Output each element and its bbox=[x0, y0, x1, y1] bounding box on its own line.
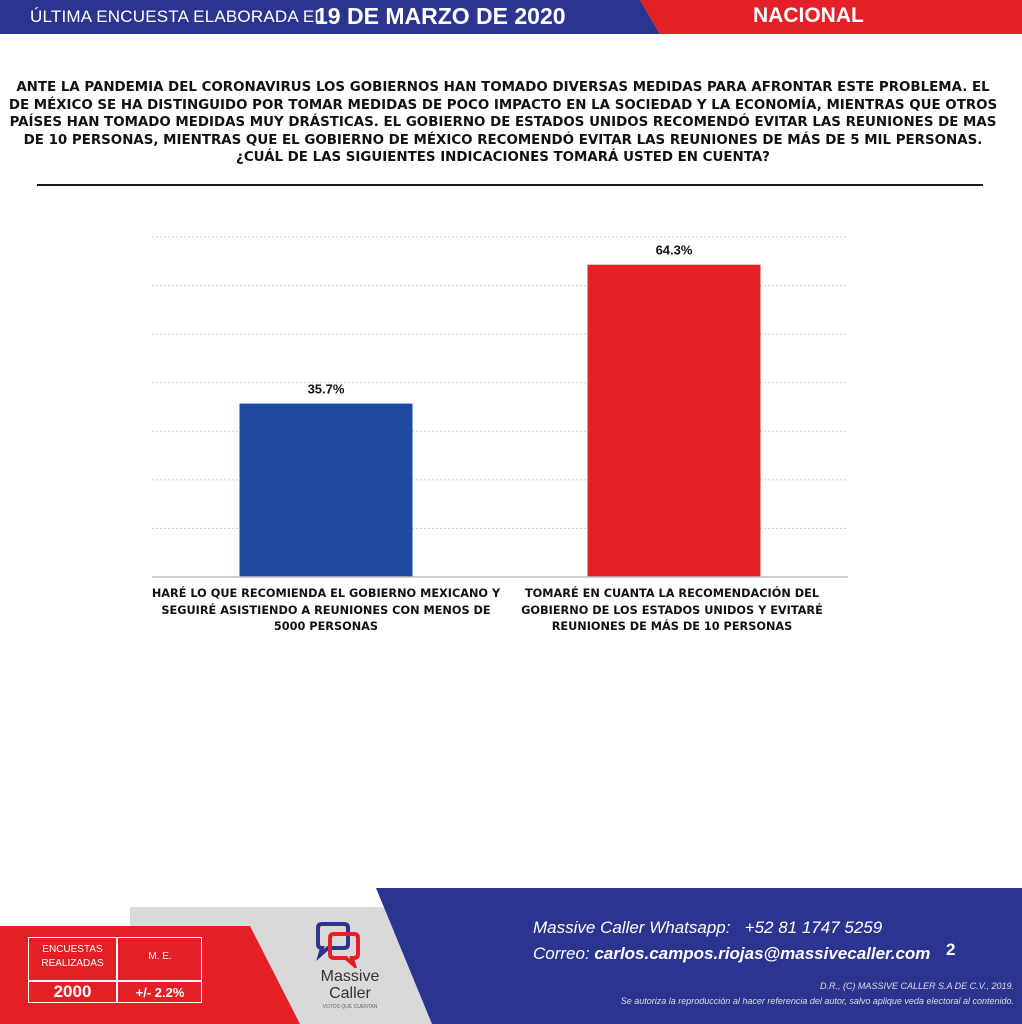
logo-word-1: Massive bbox=[320, 968, 380, 985]
whatsapp-contact bbox=[533, 918, 882, 938]
email-label: Correo: bbox=[533, 944, 590, 963]
region-label: NACIONAL bbox=[753, 4, 864, 27]
whatsapp-number: +52 81 1747 5259 bbox=[744, 918, 883, 937]
survey-date: 19 DE MARZO DE 2020 bbox=[315, 3, 566, 29]
massive-caller-logo bbox=[310, 922, 390, 1012]
header-prefix: ÚLTIMA ENCUESTA ELABORADA EL bbox=[30, 7, 325, 26]
bar-1 bbox=[588, 265, 761, 577]
survey-stats-box bbox=[28, 937, 202, 1003]
page-number: 2 bbox=[946, 940, 956, 959]
category-label-0: HARÉ LO QUE RECOMIENDA EL GOBIERNO MEXICANO Y SEGUIRÉ ASISTIENDO A REUNIONES CON MENOS DE 5000 PERSONAS bbox=[151, 587, 501, 633]
copyright-notice: D.R., (C) MASSIVE CALLER S.A DE C.V., 2019. bbox=[819, 981, 1014, 991]
speech-bubbles-icon bbox=[310, 922, 366, 968]
margin-label: M. E. bbox=[148, 951, 172, 962]
category-label-1: TOMARÉ EN CUANTA LA RECOMENDACIÓN DEL GOBIERNO DE LOS ESTADOS UNIDOS Y EVITARÉ REUNIONES DE MÁS DE 10 PERSONAS bbox=[521, 587, 823, 633]
surveys-label: ENCUESTAS REALIZADAS bbox=[41, 944, 104, 969]
logo-tagline: VOTOS QUE CUENTAN bbox=[322, 1004, 378, 1010]
reproduction-notice: Se autoriza la reproducción al hacer referencia del autor, salvo aplique veda electoral al contenido. bbox=[620, 996, 1014, 1006]
logo-word-2: Caller bbox=[329, 985, 371, 1002]
margin-value: +/- 2.2% bbox=[135, 985, 185, 1000]
chart-bars bbox=[240, 265, 761, 577]
footer bbox=[0, 880, 1022, 1024]
bar-0 bbox=[240, 404, 413, 577]
survey-question: ANTE LA PANDEMIA DEL CORONAVIRUS LOS GOBIERNOS HAN TOMADO DIVERSAS MEDIDAS PARA AFRONTAR ESTE PROBLEMA. EL DE MÉXICO SE HA DISTINGUIDO POR TOMAR MEDIDAS DE POCO IMPACTO EN LA SOCIEDAD Y LA ECONOMÍA, MIENTRAS QUE OTROS PAÍSES HAN TOMADO MEDIDAS MUY DRÁSTICAS. EL GOBIERNO DE ESTADOS UNIDOS RECOMENDÓ EVITAR LAS REUNIONES DE MAS DE 10 PERSONAS, MIENTRAS QUE EL GOBIERNO DE MÉXICO RECOMENDÓ EVITAR LAS REUNIONES DE MÁS DE 5 MIL PERSONAS. ¿CUÁL DE LAS SIGUIENTES INDICACIONES TOMARÁ USTED EN CUENTA? bbox=[8, 80, 998, 165]
surveys-value: 2000 bbox=[53, 982, 92, 1001]
email-address: carlos.campos.riojas@massivecaller.com bbox=[594, 944, 931, 963]
email-contact bbox=[533, 944, 930, 964]
whatsapp-label: Massive Caller Whatsapp: bbox=[533, 918, 731, 937]
value-label-0: 35.7% bbox=[307, 381, 345, 397]
value-label-1: 64.3% bbox=[655, 242, 693, 258]
